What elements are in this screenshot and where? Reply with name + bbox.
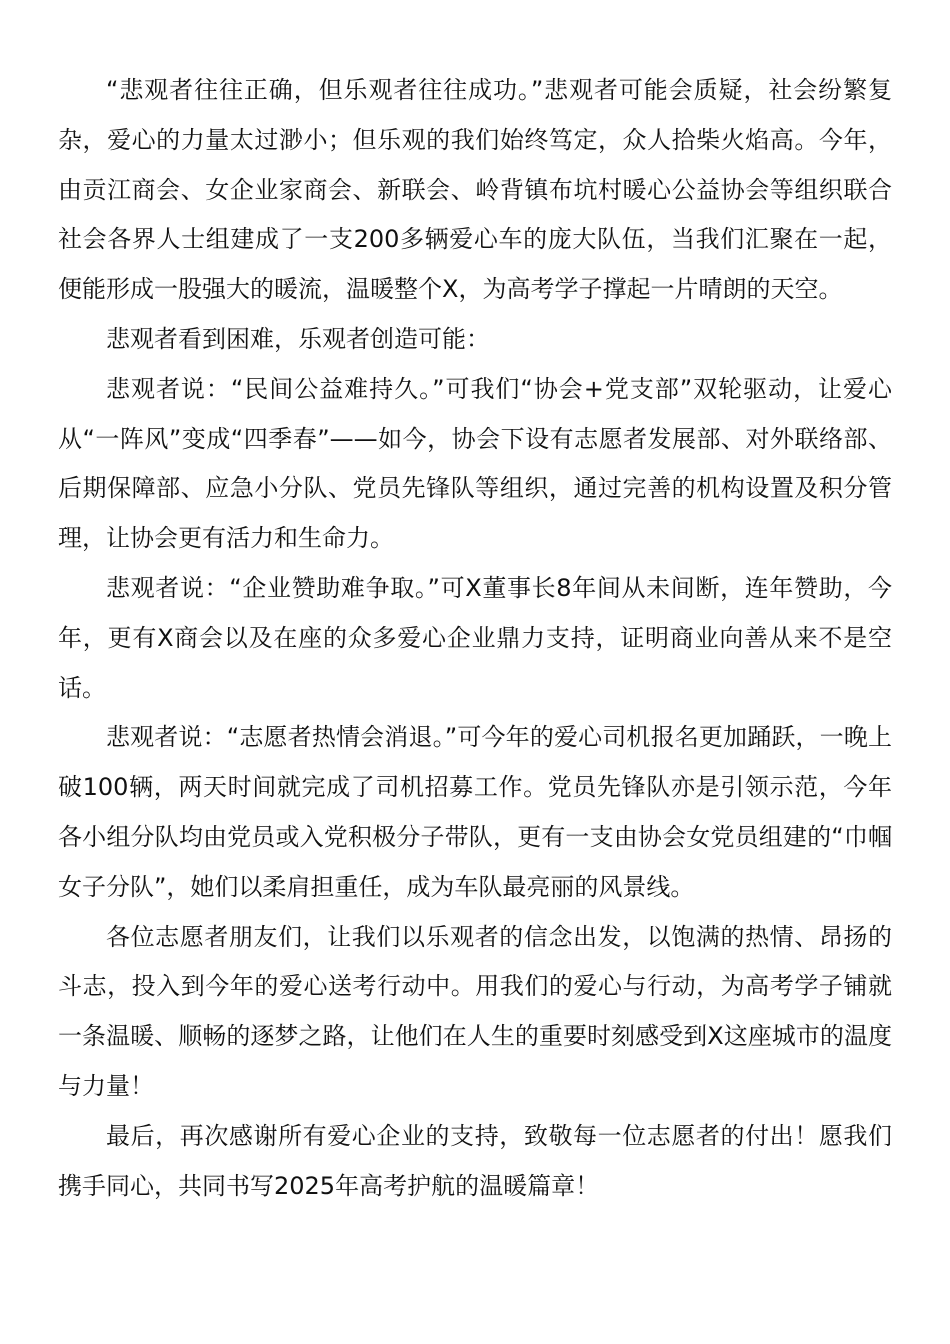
paragraph-closing-thanks: 最后，再次感谢所有爱心企业的支持，致敬每一位志愿者的付出！愿我们携手同心，共同书写2025年高考护航的温暖篇章！: [58, 1121, 892, 1200]
paragraph-volunteers: 悲观者说：“志愿者热情会消退。”可今年的爱心司机报名更加踊跃，一晚上破100辆，两天时间就完成了司机招募工作。党员先锋队亦是引领示范，今年各小组分队均由党员或入党积极分子带队，更有一支由协会女党员组建的“巾帼女子分队”，她们以柔肩担重任，成为车队最亮丽的风景线。: [58, 723, 892, 901]
paragraph-optimism-quote: “悲观者往往正确，但乐观者往往成功。”悲观者可能会质疑，社会纷繁复杂，爱心的力量太过渺小；但乐观的我们始终笃定，众人拾柴火焰高。今年，由贡江商会、女企业家商会、新联会、岭背镇布坑村暖心公益协会等组织联合社会各界人士组建成了一支200多辆爱心车的庞大队伍，当我们汇聚在一起，便能形成一股强大的暖流，温暖整个X，为高考学子撑起一片晴朗的天空。: [58, 76, 892, 304]
paragraph-sponsorship: 悲观者说：“企业赞助难争取。”可X董事长8年间从未间断，连年赞助，今年，更有X商会以及在座的众多爱心企业鼎力支持，证明商业向善从来不是空话。: [58, 573, 892, 702]
paragraph-public-welfare: 悲观者说：“民间公益难持久。”可我们“协会+党支部”双轮驱动，让爱心从“一阵风”变成“四季春”——如今，协会下设有志愿者发展部、对外联络部、后期保障部、应急小分队、党员先锋队等组织，通过完善的机构设置及积分管理，让协会更有活力和生命力。: [58, 374, 892, 553]
document-page: [58, 66, 892, 1211]
paragraph-call-to-action: 各位志愿者朋友们，让我们以乐观者的信念出发，以饱满的热情、昂扬的斗志，投入到今年的爱心送考行动中。用我们的爱心与行动，为高考学子铺就一条温暖、顺畅的逐梦之路，让他们在人生的重要时刻感受到X这座城市的温度与力量！: [58, 922, 892, 1100]
paragraph-difficulty-intro: 悲观者看到困难，乐观者创造可能：: [106, 324, 490, 353]
